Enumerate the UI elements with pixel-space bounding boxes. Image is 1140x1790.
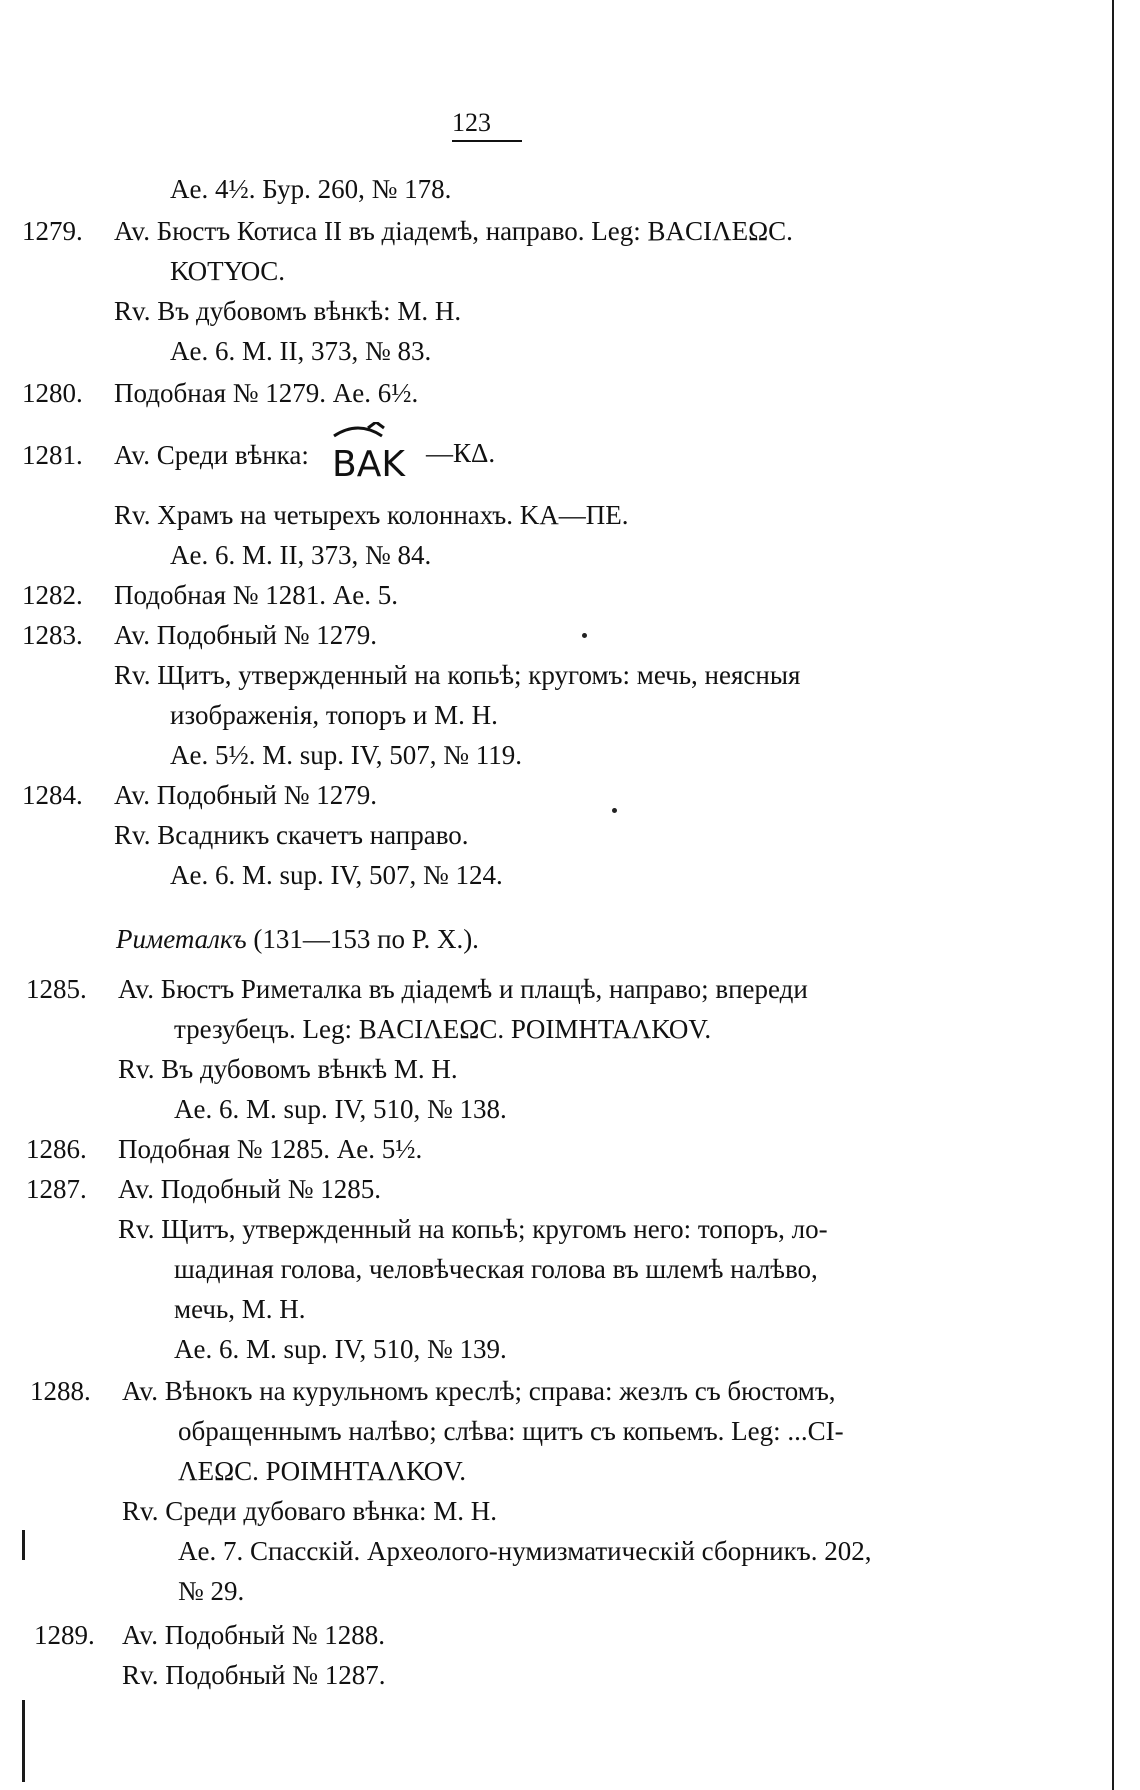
monogram-letters: BAK [332, 444, 405, 480]
left-margin-mark [22, 1530, 25, 1560]
catalog-line: шадиная голова, человѣческая голова въ шлемѣ налѣво, [174, 1254, 818, 1284]
catalog-line: Rv. Щитъ, утвержденный на копьѣ; кругомъ него: топоръ, ло- [118, 1214, 828, 1244]
monogram-image [328, 422, 424, 480]
entry-number: 1283. [22, 620, 83, 650]
catalog-line: Av. Вѣнокъ на курульномъ креслѣ; справа: жезлъ съ бюстомъ, [122, 1376, 836, 1406]
catalog-line: Av. Подобный № 1279. [114, 780, 377, 810]
entry-number: 1281. [22, 440, 83, 470]
entry-number: 1284. [22, 780, 83, 810]
catalog-line: Rv. Подобный № 1287. [122, 1660, 386, 1690]
catalog-line: Av. Среди вѣнка: [114, 440, 309, 470]
left-margin-mark [22, 1700, 25, 1782]
catalog-line: изображенія, топоръ и Μ. Η. [170, 700, 498, 730]
catalog-line: Ae. 5½. M. sup. IV, 507, № 119. [170, 740, 523, 770]
catalog-line: Av. Подобный № 1279. [114, 620, 377, 650]
entry-number: 1282. [22, 580, 83, 610]
catalog-line: Rv. Всадникъ скачетъ направо. [114, 820, 469, 850]
ink-speck [612, 808, 617, 813]
ink-speck [582, 633, 587, 638]
catalog-line: Ae. 6. M. II, 373, № 84. [170, 540, 432, 570]
catalog-line: Rv. Храмъ на четырехъ колоннахъ. ΚΑ—ΠΕ. [114, 500, 629, 530]
catalog-line: № 29. [178, 1576, 245, 1606]
catalog-line: ΚΟΤΥΟC. [170, 256, 285, 286]
page-number-rule [452, 140, 522, 142]
entry-number: 1279. [22, 216, 83, 246]
catalog-line: Ae. 4½. Бур. 260, № 178. [170, 174, 452, 204]
catalog-line: Ae. 6. M. sup. IV, 510, № 139. [174, 1334, 507, 1364]
catalog-line: Av. Бюстъ Котиса II въ діадемѣ, направо. Leg: ΒΑCΙΛΕΩC. [114, 216, 793, 246]
catalog-line: ΛΕΩC. ΡΟΙΜΗΤΑΛΚΟV. [178, 1456, 466, 1486]
catalog-line: мечь, Μ. Η. [174, 1294, 306, 1324]
catalog-line: Ae. 6. M. II, 373, № 83. [170, 336, 432, 366]
catalog-line: Rv. Въ дубовомъ вѣнкѣ Μ. Η. [118, 1054, 458, 1084]
catalog-line: Ae. 7. Спасскій. Археолого-нумизматическій сборникъ. 202, [178, 1536, 872, 1566]
ruler-dates: (131—153 по Р. Х.). [246, 924, 479, 954]
entry-number: 1286. [26, 1134, 87, 1164]
catalog-line: Ae. 6. M. sup. IV, 510, № 138. [174, 1094, 507, 1124]
right-page-edge [1112, 0, 1114, 1790]
catalog-line: обращеннымъ налѣво; слѣва: щитъ съ копьемъ. Leg: ...CI- [178, 1416, 844, 1446]
catalog-line: Av. Подобный № 1288. [122, 1620, 385, 1650]
entry-number: 1288. [30, 1376, 91, 1406]
catalog-line: Ae. 6. M. sup. IV, 507, № 124. [170, 860, 503, 890]
entry-number: 1289. [34, 1620, 95, 1650]
catalog-line: Av. Бюстъ Риметалка въ діадемѣ и плащѣ, направо; впереди [118, 974, 808, 1004]
entry-number: 1287. [26, 1174, 87, 1204]
entry-number: 1285. [26, 974, 87, 1004]
entry-number: 1280. [22, 378, 83, 408]
page-number: 123 [452, 108, 491, 137]
catalog-line: Rv. Среди дубоваго вѣнка: Μ. Η. [122, 1496, 498, 1526]
catalog-line: Av. Подобный № 1285. [118, 1174, 381, 1204]
section-heading [116, 926, 479, 953]
monogram-svg [328, 422, 424, 480]
catalog-line: трезубецъ. Leg: ΒΑCΙΛΕΩC. ΡΟΙΜΗΤΑΛΚΟV. [174, 1014, 712, 1044]
catalog-line: Подобная № 1281. Ae. 5. [114, 580, 399, 610]
catalog-line: Rv. Въ дубовомъ вѣнкѣ: Μ. Η. [114, 296, 462, 326]
catalog-line: Подобная № 1279. Ae. 6½. [114, 378, 419, 408]
catalog-line: Rv. Щитъ, утвержденный на копьѣ; кругомъ: мечь, неясныя [114, 660, 801, 690]
ruler-name: Риметалкъ [116, 924, 247, 954]
catalog-line: Подобная № 1285. Ae. 5½. [118, 1134, 423, 1164]
monogram-suffix: —КΔ. [426, 438, 496, 468]
